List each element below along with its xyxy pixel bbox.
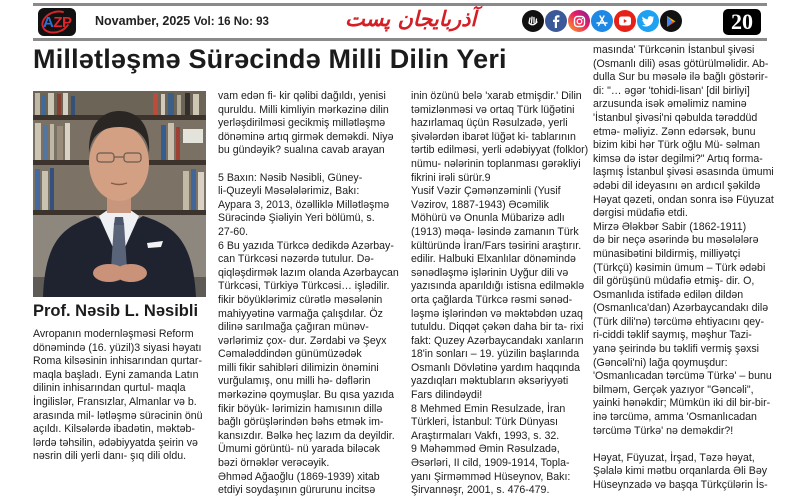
- text-line: lərdə təhsilin, ədəbiyyatda şeirin və: [33, 436, 198, 449]
- header-bottom-rule: [33, 38, 767, 41]
- app-store-icon[interactable]: [591, 10, 613, 32]
- footnote-line: yanı Şirməmməd Hüseynov, Bakı:: [411, 470, 571, 483]
- google-play-icon[interactable]: [660, 10, 682, 32]
- text-line: mahiyyətinə varmağa çalışdılar. Öz: [218, 307, 383, 320]
- footnote-line: 8 Mehmed Emin Resulzade, İran: [411, 402, 566, 415]
- text-line: dulla Sur bu məsələ ilə bağlı göstərir-: [593, 71, 768, 84]
- text-line: ləşmə işlərindən və məktəbdən uzaq: [411, 307, 583, 320]
- text-line: tərtib edilməsi, yerli ədəbiyyat (folklor): [411, 144, 589, 157]
- footnote-line: 27-60.: [218, 225, 249, 238]
- text-line: Ümumi görüntü- nü yarada biləcək: [218, 443, 380, 456]
- text-line: Hüseynzadə və başqa Türkçülərin İs-: [593, 479, 768, 491]
- text-line: masında' Türkcənin İstanbul şivəsi: [593, 44, 755, 56]
- article-column-4: [593, 44, 774, 493]
- text-line: təmizlənməsi və ortaq Türk lüğətini: [411, 103, 575, 116]
- text-line: sənədləşmə işlərinin Uyğur dili və: [411, 266, 569, 279]
- text-line: Vəzirov, 1887-1943) Əcəmilik: [411, 198, 549, 211]
- text-line: hazırlamaq üçün Rəsulzadə, yerli: [411, 117, 568, 130]
- twitter-icon[interactable]: [637, 10, 659, 32]
- text-line: Əhməd Ağaoğlu (1869-1939) xitab: [218, 470, 380, 483]
- quote-line: bilməm, Gerçək yazıyor "Gəncəli",: [593, 383, 754, 396]
- text-line: Cəmaləddindən günümüzədək: [218, 348, 362, 361]
- text-line: İngilislər, Fransızlar, Almanlar və b.: [33, 395, 197, 408]
- text-line: (1913) məqa- ləsində zamanın Türk: [411, 225, 579, 238]
- youtube-icon[interactable]: [614, 10, 636, 32]
- footnote-line: 9 Məhəmməd Əmin Rəsulzadə,: [411, 443, 560, 456]
- text-line: Həyat qəzeti, ondan sonra isə Füyuzat: [593, 193, 774, 206]
- text-line: ri-ciddi təklif saymış, məşhur Tazi-: [593, 329, 752, 342]
- footnote-line: qiqləşdirmək lazım olanda Azərbaycan: [218, 266, 399, 279]
- text-line: ədəbi dil ideyasını ən ardıcıl şəkildə: [593, 179, 761, 192]
- paragraph-gap: [593, 438, 774, 452]
- text-line: bağlı görüşlərindən bəhs etmək im-: [218, 416, 384, 429]
- text-line: bəzi örnəklər verəcəyik.: [218, 457, 330, 470]
- text-line: edilir. Halbuki Elxanlılar dönəmində: [411, 253, 576, 266]
- issue-date: Novamber, 2025: [95, 14, 191, 28]
- text-line: laşmış İstanbul şivəsi əsasında ümumi: [593, 166, 774, 179]
- footnote-line: Aypara 3, 2013, özəlliklə Millətləşmə: [218, 198, 390, 211]
- footnote-line: Şirvannəşr, 2001, s. 476-479.: [411, 484, 550, 497]
- text-line: yanə şeirində bu təklifi vermiş şəxsi: [593, 343, 760, 356]
- text-line: (Türk dili'nə) tərcümə ehtiyacını qey-: [593, 315, 764, 328]
- footnote-line: can Türkcəsi nəzərdə tutulur. Də-: [218, 253, 374, 266]
- text-line: Roma kilsəsinin inhisarından qurtar-: [33, 355, 202, 368]
- author-byline: Prof. Nəsib L. Nəsibli: [33, 302, 199, 320]
- issue-volume: Vol: 16 No: 93: [193, 16, 269, 28]
- quote-line: yainki hənəkdir; Mümkün iki dil bir-bir-: [593, 397, 771, 410]
- article-column-3: [411, 90, 588, 498]
- issue-info: [95, 14, 269, 28]
- azp-logo[interactable]: [38, 8, 76, 36]
- quote-line: inə tərcümə, amma 'Osmanlıcadan: [593, 411, 757, 424]
- text-line: bu gündəyik? sualına cavab arayan: [218, 144, 385, 157]
- page-number: 20: [723, 9, 761, 35]
- footnote-line: Sürəcində Şiəliyin Yeri bölümü, s.: [218, 212, 375, 225]
- text-line: açıldı. Kilsələrdə ibadətin, məktəb-: [33, 423, 195, 436]
- footnote-line: Türkcəsi, Türkiyə Türkcəsi… işlədilir.: [218, 280, 390, 293]
- instagram-icon[interactable]: [568, 10, 590, 32]
- text-line: (Türkçü) kəsimin ümum – Türk ədəbi: [593, 261, 766, 274]
- text-line: tutuldu. Diqqət çəkən daha bir ta- rixi: [411, 321, 584, 334]
- paragraph-gap: [218, 158, 399, 172]
- footnote-line: li-Quzeyli Məsələlərimiz, Bakı:: [218, 185, 360, 198]
- text-line: inin özünü belə 'xarab etmişdir.' Dilin: [411, 90, 582, 102]
- text-line: dil görüşünü müdafiə etmiş- dir. O,: [593, 275, 755, 288]
- text-line: Möhürü və Onunla Mübarizə adlı: [411, 212, 565, 225]
- author-photo: [33, 91, 206, 297]
- text-line: yerləşdirilməsi gecikmiş millətləşmə: [218, 117, 386, 130]
- text-line: Osmanlı Dövlətinə yardım haqqında: [411, 361, 580, 374]
- text-line: kimsə də istər degilmi?" Artıq forma-: [593, 152, 763, 165]
- text-line: yazısında aparıldığı istisna edilməklə: [411, 280, 585, 293]
- text-line: dilinin inhisarından qurtul- maqla: [33, 382, 186, 395]
- article-column-1: [33, 328, 203, 464]
- text-line: dilinə sarılmağa çağıran münəv-: [218, 321, 369, 334]
- text-line: arasında mil- lətləşmə sürəcinin önü: [33, 409, 203, 422]
- text-line: arzusunda isək əməlimiz naminə: [593, 98, 747, 111]
- text-line: di: "… əgər 'tohidi-lisan' [dil birliyi]: [593, 84, 750, 97]
- text-line: Fars dilindəydi!: [411, 389, 483, 402]
- facebook-icon[interactable]: [545, 10, 567, 32]
- text-line: şivələrdən ibarət lüğət ki- tablarının: [411, 130, 576, 143]
- text-line: 'İstanbul şivəsi'ni qəbulda tərəddüd: [593, 111, 758, 124]
- footnote-line: 6 Bu yazıda Türkcə dedikdə Azərbay-: [218, 239, 394, 252]
- quote-line: 'Osmanlıcadan tərcümə Türkə' – bunu: [593, 370, 772, 383]
- text-line: vam edən fi- kir qəlibi dağıldı, yenisi: [218, 90, 386, 102]
- quote-line: tərcümə Türkə' nə deməkdir?!: [593, 424, 734, 437]
- text-line: fikir böyüklərimiz cürətlə məsələnin: [218, 293, 383, 306]
- text-line: mərkəzinə qoymuşlar. Bu qısa yazıda: [218, 389, 395, 402]
- text-line: fikir böyük- lərimizin hamısının dillə: [218, 402, 383, 415]
- text-line: Avropanın modernləşməsi Reform: [33, 328, 194, 340]
- text-line: bizim kibi hər Türk oğlu Mü- səlman: [593, 139, 761, 152]
- text-line: (Osmanlı dili) əsas götürülməlidir. Ab-: [593, 57, 769, 70]
- social-links: [522, 10, 682, 32]
- text-line: kansızdır. Bəlkə heç lazım da deyildir.: [218, 429, 395, 442]
- text-line: dərgisi müdafiə etdi.: [593, 207, 688, 220]
- text-line: Şəlalə kimi mətbu orqanlarda Əli Bəy: [593, 465, 768, 478]
- text-line: 18'in sonları – 19. yüzilin başlarında: [411, 348, 580, 361]
- text-line: etmə- məliyiz. Zənn edərsək, bunu: [593, 125, 756, 138]
- footnote-line: Əsərləri, II cild, 1909-1914, Topla-: [411, 457, 570, 470]
- text-line: kültüründə İran/Fars təsirini araştırır.: [411, 239, 582, 252]
- text-line: (Osmanlıca'dan) Azərbaycandakı dilə: [593, 302, 769, 315]
- text-line: yazdıqları məktubların əksəriyyəti: [411, 375, 569, 388]
- footnote-line: Araştırmaları Vakfı, 1993, s. 32.: [411, 429, 560, 442]
- text-line: (Gəncəli'ni) lağa qoymuşdur:: [593, 356, 728, 369]
- text-line: Həyat, Füyuzat, İrşad, Təzə həyat,: [593, 451, 755, 464]
- text-line: Mirzə Ələkbər Sabir (1862-1911): [593, 220, 747, 233]
- text-line: dönəminə artıq girmək deməkdi. Niyə: [218, 130, 394, 143]
- text-line: dönəmində (16. yüzil)3 siyasi həyatı: [33, 341, 202, 354]
- footnote-line: 5 Baxın: Nəsib Nəsibli, Güney-: [218, 171, 363, 184]
- text-line: quruldu. Milli kimliyin mərkəzinə dilin: [218, 103, 389, 116]
- text-line: Osmanlıda istifadə edilən dildən: [593, 288, 744, 301]
- text-line: də bir neçə əsərində bu məsələlərə: [593, 234, 759, 247]
- article-column-2: [218, 90, 399, 498]
- text-line: etdiyi soydaşının gürurunu incitsə: [218, 484, 376, 497]
- text-line: nümu- nələrinin toplanması gərəkliyi: [411, 157, 581, 170]
- text-line: Yusif Vəzir Çəmənzəminli (Yusif: [411, 185, 561, 198]
- clubhouse-icon[interactable]: [522, 10, 544, 32]
- footnote-line: Türkleri, İstanbul: Türk Dünyası: [411, 416, 558, 429]
- text-line: fakt: Quzey Azərbaycandakı xanların: [411, 334, 584, 347]
- text-line: vurğulamış, onu milli hə- dəflərin: [218, 375, 371, 388]
- text-line: nəsrin dili yerli danı- şıq dili oldu.: [33, 450, 187, 463]
- text-line: maqla başladı. Eyni zamanda Latın: [33, 368, 199, 381]
- publication-title: آذربایجان پست: [345, 6, 477, 31]
- article-headline: Millətləşmə Sürəcində Milli Dilin Yeri: [33, 44, 507, 74]
- logo-text: AZP: [43, 14, 72, 31]
- text-line: vərlərimiz çox- dur. Zərdabi və Şeyx: [218, 334, 387, 347]
- text-line: milli fikir sahibləri dilimizin önəmini: [218, 361, 379, 374]
- text-line: fikrini irəli sürür.9: [411, 171, 491, 184]
- text-line: münasibətini bildirmiş, milliyətçi: [593, 247, 741, 260]
- text-line: orta çağlarda Türkcə rəsmi sənəd-: [411, 293, 573, 306]
